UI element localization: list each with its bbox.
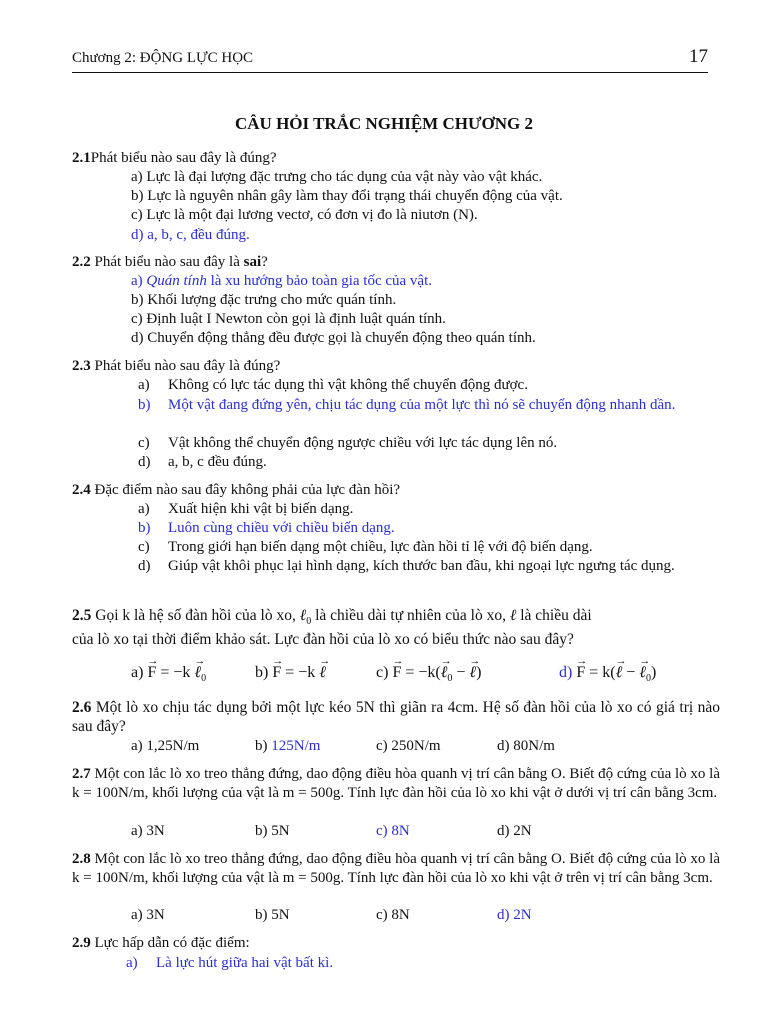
- option-text: là xu hướng bảo toàn gia tốc của vật.: [206, 273, 432, 289]
- question-number: 2.7: [72, 766, 91, 782]
- option-c: c) Lực là một đại lương vectơ, có đơn vị đo là niutơn (N).: [131, 207, 478, 223]
- formula-op: = −k: [156, 664, 191, 681]
- option-d-label: d): [138, 454, 151, 470]
- question-text: Đặc điểm nào sau đây không phải của lực đàn hồi?: [94, 482, 401, 498]
- option-d: Giúp vật khôi phục lại hình dạng, kích thước ban đầu, khi ngoại lực ngưng tác dụng.: [168, 558, 675, 574]
- question-text: là chiều dài tự nhiên của lò xo,: [315, 607, 506, 624]
- option-a-answer: Là lực hút giữa hai vật bất kì.: [156, 955, 334, 971]
- option-c: c) 8N: [376, 907, 410, 923]
- formula-op: = −k(: [401, 664, 441, 681]
- question-number: 2.1: [72, 150, 91, 166]
- question-text: Một con lắc lò xo treo thẳng đứng, dao động điều hòa quanh vị trí cân bằng O. Biết độ cứng của lò xo là k = 100N/m, khối lượng của vật là m = 500g. Tính lực đàn hồi của lò xo khi vật ở trên vị trí cân bằng 3cm.: [72, 851, 720, 886]
- option-label: d): [559, 664, 573, 681]
- formula-op: = k(: [585, 664, 616, 681]
- question-text: Phát biểu nào sau đây là đúng?: [90, 150, 277, 166]
- option-c-label: c): [138, 539, 150, 555]
- option-d-label: d): [138, 558, 151, 574]
- option-label: a): [131, 273, 147, 289]
- option-a-label: a): [138, 377, 150, 393]
- section-title: CÂU HỎI TRẮC NGHIỆM CHƯƠNG 2: [235, 114, 533, 133]
- option-d: d) 80N/m: [497, 738, 555, 754]
- ell-symbol: ℓ: [299, 607, 307, 624]
- formula-option-a: [131, 663, 206, 688]
- ell-symbol: ℓ: [509, 607, 517, 624]
- force-vector: → F: [576, 663, 585, 682]
- option-label: b): [255, 738, 268, 754]
- option-d: a, b, c đều đúng.: [168, 454, 267, 470]
- question-number: 2.6: [72, 699, 92, 716]
- question-2-5-line2: của lò xo tại thời điểm khảo sát. Lực đàn hồi của lò xo có biểu thức nào sau đây?: [72, 631, 574, 648]
- option-a: Không có lực tác dụng thì vật không thể chuyển động được.: [168, 377, 528, 393]
- question-number: 2.8: [72, 851, 91, 867]
- option-c: Trong giới hạn biến dạng một chiều, lực đàn hồi tỉ lệ với độ biến dạng.: [168, 539, 593, 555]
- option-a: a) 3N: [131, 907, 165, 923]
- option-a: a) Lực là đại lượng đặc trưng cho tác dụng của vật này vào vật khác.: [131, 169, 543, 185]
- option-b: b) 5N: [255, 823, 290, 839]
- question-2-5: [72, 606, 722, 631]
- option-term: Quán tính: [146, 273, 207, 289]
- option-a-label: a): [138, 501, 150, 517]
- page-header: [72, 44, 708, 73]
- ell-symbol: ℓ: [194, 664, 202, 681]
- subscript-zero: 0: [645, 673, 651, 685]
- option-a: Xuất hiện khi vật bị biến dạng.: [168, 501, 354, 517]
- option-a: a) 1,25N/m: [131, 738, 200, 754]
- option-b-label: b): [138, 397, 151, 413]
- question-text: Một con lắc lò xo treo thẳng đứng, dao động điều hòa quanh vị trí cân bằng O. Biết độ cứng của lò xo là k = 100N/m, khối lượng của vật là m = 500g. Tính lực đàn hồi của lò xo khi vật ở dưới vị trí cân bằng 3cm.: [72, 766, 720, 801]
- question-2-6: [72, 698, 720, 736]
- subscript-zero: 0: [447, 673, 453, 685]
- formula-op: −: [622, 664, 640, 681]
- subscript-zero: 0: [201, 673, 207, 685]
- question-2-3: [72, 357, 722, 376]
- option-b: b) Khối lượng đặc trưng cho mức quán tính.: [131, 292, 397, 308]
- question-number: 2.9: [72, 935, 91, 951]
- option-label: b): [255, 664, 269, 681]
- question-text-end: ?: [261, 254, 268, 270]
- subscript-zero: 0: [306, 616, 312, 628]
- question-2-9: [72, 934, 722, 953]
- question-number: 2.5: [72, 607, 92, 624]
- question-text: Một lò xo chịu tác dụng bởi một lực kéo 5N thì giãn ra 4cm. Hệ số đàn hồi của lò xo có giá trị nào sau đây?: [72, 699, 720, 735]
- question-number: 2.4: [72, 482, 91, 498]
- question-text: Lực hấp dẫn có đặc điểm:: [94, 935, 250, 951]
- option-label: a): [131, 664, 144, 681]
- option-b-answer: Một vật đang đứng yên, chịu tác dụng của một lực thì nó sẽ chuyển động nhanh dần.: [168, 397, 676, 413]
- option-d: d) Chuyển động thẳng đều được gọi là chuyển động theo quán tính.: [131, 330, 536, 346]
- formula-option-d-answer: [559, 663, 656, 688]
- formula-close: ): [476, 664, 482, 681]
- option-a: a) 3N: [131, 823, 165, 839]
- option-d: d) 2N: [497, 823, 532, 839]
- option-c: c) 250N/m: [376, 738, 441, 754]
- question-number: 2.3: [72, 358, 91, 374]
- formula-op: = −k: [281, 664, 316, 681]
- option-a-label: a): [126, 955, 138, 971]
- chapter-title: Chương 2: ĐỘNG LỰC HỌC: [72, 50, 254, 66]
- question-text: Phát biểu nào sau đây là đúng?: [94, 358, 281, 374]
- force-vector: → F: [272, 663, 281, 682]
- question-2-1: [72, 149, 722, 168]
- option-c: c) Định luật I Newton còn gọi là định luật quán tính.: [131, 311, 446, 327]
- question-2-4: [72, 481, 722, 500]
- question-2-2: [72, 253, 722, 272]
- question-text: Phát biểu nào sau đây là: [94, 254, 244, 270]
- option-value: 125N/m: [271, 738, 321, 754]
- page-number: 17: [689, 46, 708, 67]
- question-emphasis: sai: [243, 254, 262, 270]
- formula-option-b: [255, 663, 326, 682]
- option-d-answer: d) a, b, c, đều đúng.: [131, 227, 250, 243]
- question-2-7: [72, 765, 720, 803]
- formula-close: ): [650, 664, 657, 681]
- option-c-label: c): [138, 435, 150, 451]
- question-text: Gọi k là hệ số đàn hồi của lò xo,: [95, 607, 296, 624]
- force-vector: → F: [392, 663, 401, 682]
- formula-option-c: [376, 663, 481, 688]
- option-label: c): [376, 664, 389, 681]
- option-b: b) 5N: [255, 907, 290, 923]
- option-b: b) Lực là nguyên nhân gây làm thay đổi trạng thái chuyển động của vật.: [131, 188, 563, 204]
- option-c-answer: c) 8N: [376, 823, 410, 839]
- question-number: 2.2: [72, 254, 91, 270]
- question-text: là chiều dài: [520, 607, 592, 624]
- option-b-label: b): [138, 520, 151, 536]
- option-b-answer: Luôn cùng chiều với chiều biến dạng.: [168, 520, 395, 536]
- ell-symbol: ℓ: [639, 664, 646, 681]
- option-d-answer: d) 2N: [497, 907, 532, 923]
- option-a-answer: [131, 272, 432, 291]
- ell-vector: → ℓ: [469, 663, 476, 682]
- ell-vector: → ℓ: [616, 663, 623, 682]
- option-b-answer: [255, 737, 320, 756]
- option-c: Vật không thể chuyển động ngược chiều với lực tác dụng lên nó.: [168, 435, 558, 451]
- question-2-8: [72, 850, 720, 888]
- ell-symbol: ℓ: [440, 664, 448, 681]
- force-vector: → F: [147, 663, 156, 682]
- formula-op: −: [452, 664, 470, 681]
- ell-vector: → ℓ: [319, 663, 326, 682]
